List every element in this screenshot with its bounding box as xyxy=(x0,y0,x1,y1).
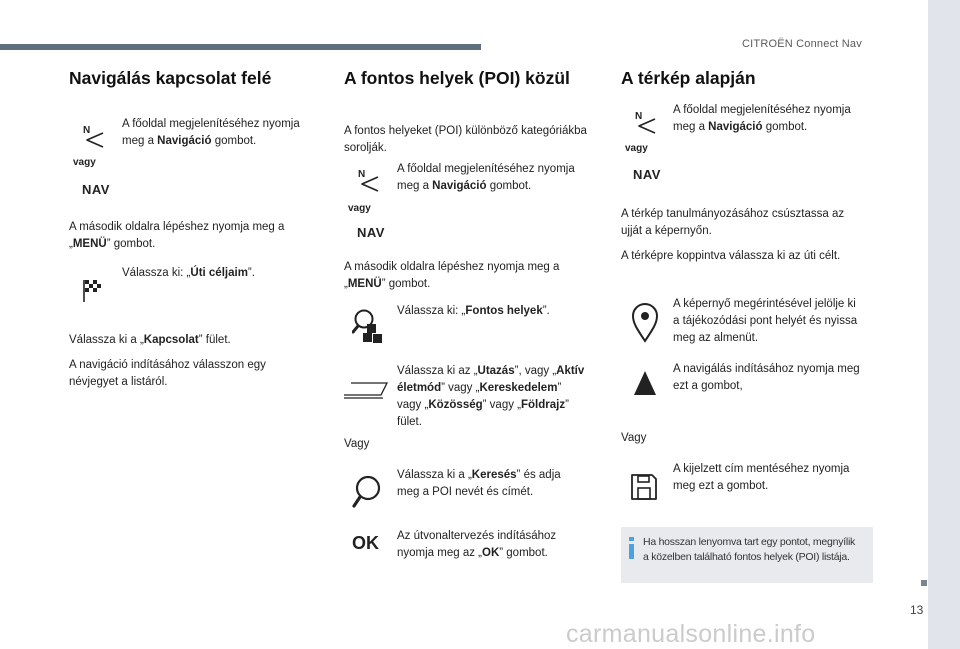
instruction-main-page: A főoldal megjelenítéséhez nyomja meg a Navigáció gombot. xyxy=(397,163,575,192)
instruction-start-nav: A navigálás indításához nyomja meg ezt a gombot, xyxy=(673,363,860,392)
page-number: 13 xyxy=(910,603,924,617)
location-pin-icon xyxy=(631,303,659,343)
end-marker xyxy=(921,580,927,586)
nav-label: NAV xyxy=(633,167,661,182)
search-icon xyxy=(352,474,382,510)
header-rule xyxy=(0,44,481,50)
instruction-ok: Az útvonaltervezés indításához nyomja meg az „OK” gombot. xyxy=(397,530,557,559)
instruction-swipe: A térkép tanulmányozásához csúsztassa az ujját a képernyőn. xyxy=(621,208,845,237)
ok-label: OK xyxy=(352,533,379,553)
checkered-flag-icon xyxy=(83,279,103,303)
input-field-icon xyxy=(343,382,388,400)
north-arrow-icon xyxy=(83,125,105,151)
instruction-categories: Válassza ki az „Utazás”, vagy „Aktív életmód” vagy „Kereskedelem” vagy „Közösség” vagy „Földrajz” fület. xyxy=(397,365,585,428)
or-label: vagy xyxy=(73,157,96,168)
poi-category-icon xyxy=(352,307,384,347)
info-icon xyxy=(627,537,637,559)
instruction-tap-map: A térképre koppintva válassza ki az úti célt. xyxy=(621,250,841,262)
section-title-poi: A fontos helyek (POI) közül xyxy=(344,68,570,88)
instruction-destinations: Válassza ki: „Úti céljaim”. xyxy=(122,267,255,279)
instruction-poi: Válassza ki: „Fontos helyek”. xyxy=(397,305,550,317)
instruction-search: Válassza ki a „Keresés” és adja meg a POI nevét és címét. xyxy=(397,469,561,498)
watermark: carmanualsonline.info xyxy=(566,620,816,648)
instruction-main-page: A főoldal megjelenítéséhez nyomja meg a Navigáció gombot. xyxy=(673,104,851,133)
section-title-contacts: Navigálás kapcsolat felé xyxy=(69,68,272,88)
save-icon xyxy=(630,473,658,501)
instruction-menu: A második oldalra lépéshez nyomja meg a „MENÜ” gombot. xyxy=(344,261,560,290)
instruction-menu: A második oldalra lépéshez nyomja meg a „MENÜ” gombot. xyxy=(69,221,285,250)
svg-text:N: N xyxy=(358,169,366,180)
instruction-save-address: A kijelzett cím mentéséhez nyomja meg ezt a gombot. xyxy=(673,463,850,492)
or-label: Vagy xyxy=(344,438,370,450)
or-label: Vagy xyxy=(621,432,647,444)
instruction-main-page: A főoldal megjelenítéséhez nyomja meg a Navigáció gombot. xyxy=(122,118,300,147)
north-arrow-icon xyxy=(358,169,380,195)
nav-label: NAV xyxy=(357,225,385,240)
north-arrow-icon xyxy=(635,111,657,137)
navigate-triangle-icon xyxy=(633,370,657,396)
svg-text:N: N xyxy=(635,111,643,122)
section-title-map: A térkép alapján xyxy=(621,68,756,88)
or-label: vagy xyxy=(625,143,648,154)
nav-label: NAV xyxy=(82,182,110,197)
brand-label: CITROËN Connect Nav xyxy=(742,38,862,50)
poi-intro: A fontos helyeket (POI) különböző kategóriákba sorolják. xyxy=(344,125,587,154)
instruction-touch-point: A képernyő megérintésével jelölje ki a tájékozódási pont helyét és nyissa meg az almenüt. xyxy=(673,298,858,344)
or-label: vagy xyxy=(348,203,371,214)
info-note-text: Ha hosszan lenyomva tart egy pontot, megnyílik a közelben található fontos helyek (POI) listája. xyxy=(643,536,856,563)
instruction-choose-contact: A navigáció indításához válasszon egy névjegyet a listáról. xyxy=(69,359,266,388)
instruction-contact-tab: Válassza ki a „Kapcsolat” fület. xyxy=(69,334,231,346)
svg-text:N: N xyxy=(83,125,91,136)
page-edge-band xyxy=(928,0,960,649)
info-note xyxy=(621,527,873,583)
